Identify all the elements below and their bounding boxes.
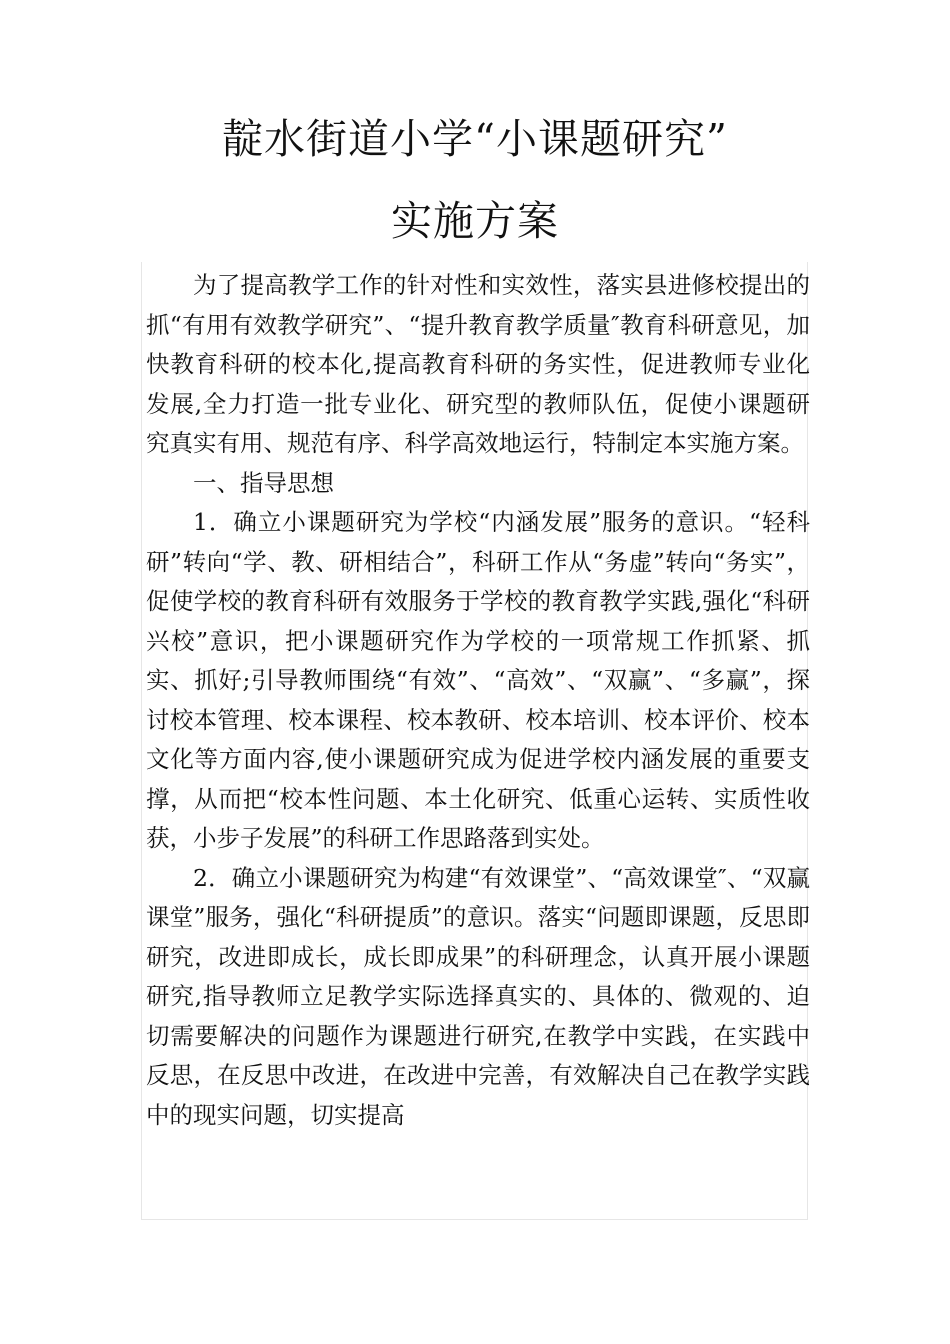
intro-paragraph: 为了提高教学工作的针对性和实效性，落实县进修校提出的抓“有用有效教学研究”、“提升教育教学质量″教育科研意见，加快教育科研的校本化,提高教育科研的务实性，促进教师专业化发展,全力打造一批专业化、研究型的教师队伍，促使小课题研究真实有用、规范有序、科学高效地运行，特制定本实施方案。: [146, 271, 810, 457]
point-1-paragraph: 1．确立小课题研究为学校“内涵发展”服务的意识。“轻科研”转向“学、教、研相结合”，科研工作从“务虚”转向“务实”，促使学校的教育科研有效服务于学校的教育教学实践,强化“科研兴校”意识，把小课题研究作为学校的一项常规工作抓紧、抓实、抓好;引导教师围绕“有效”、“高效”、“双赢”、“多赢”，探讨校本管理、校本课程、校本教研、校本培训、校本评价、校本文化等方面内容,使小课题研究成为促进学校内涵发展的重要支撑，从而把“校本性问题、本土化研究、低重心运转、实质性收获，小步子发展”的科研工作思路落到实处。: [146, 508, 810, 852]
point-2-paragraph: 2．确立小课题研究为构建“有效课堂”、“高效课堂″、“双赢课堂”服务，强化“科研提质”的意识。落实“问题即课题，反思即研究，改进即成长，成长即成果”的科研理念，认真开展小课题研究,指导教师立足教学实际选择真实的、具体的、微观的、迫切需要解决的问题作为课题进行研究,在教学中实践，在实践中反思，在反思中改进，在改进中完善，有效解决自己在教学实践中的现实问题，切实提高: [146, 863, 810, 1129]
section-heading-guiding-ideology: 一、指导思想: [193, 468, 334, 497]
title-line-2: 实施方案: [391, 197, 559, 245]
document-title: [0, 98, 950, 262]
title-line-1: 靛水街道小学“小课题研究”: [222, 115, 728, 163]
document-body: [146, 266, 810, 1135]
